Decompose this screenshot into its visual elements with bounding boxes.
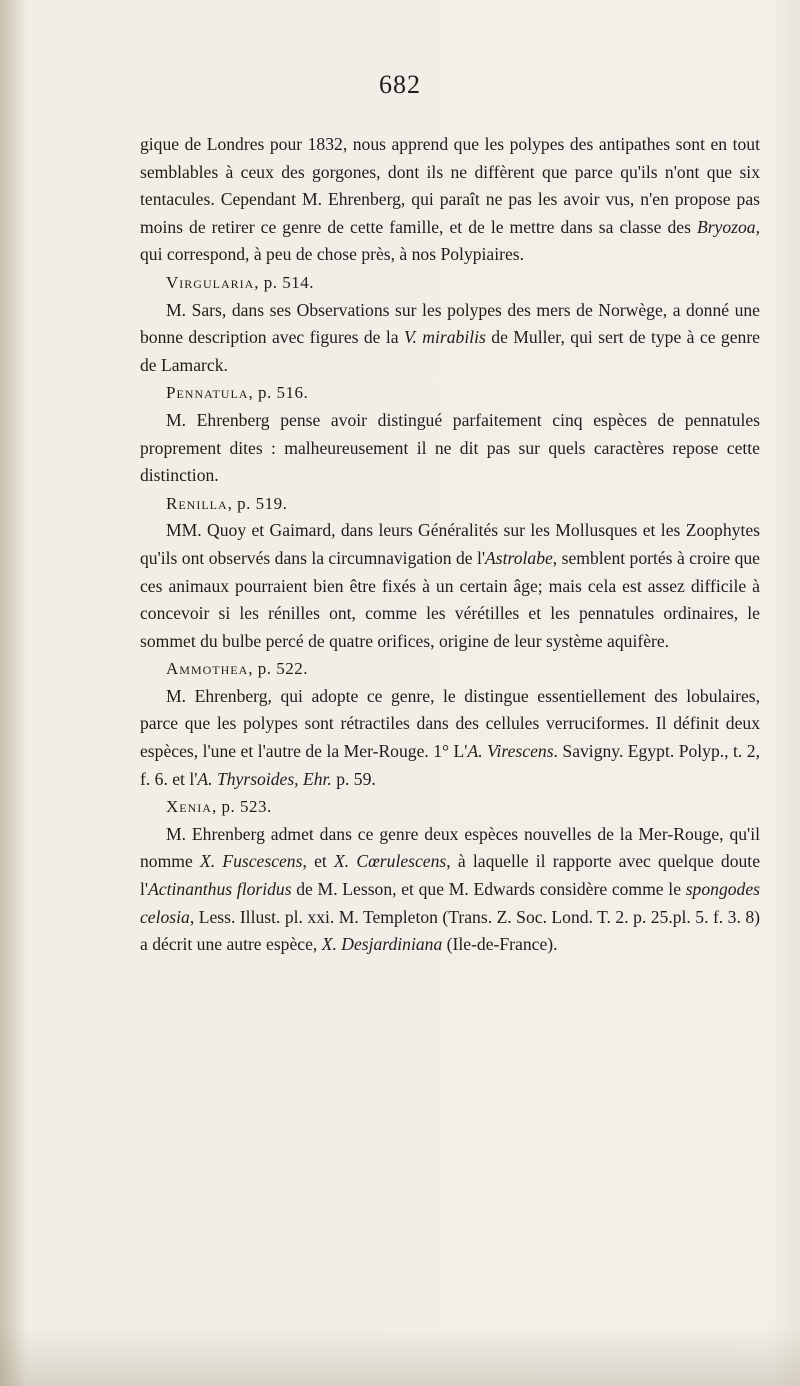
paragraph-text: gique de Londres pour 1832, nous apprend que les polypes des antipathes sont en tout semblables à ceux des gorgones, dont ils ne diffèrent que parce qu'ils n'ont que six tentacules. Cependant M. Ehrenberg, qui paraît ne pas les avoir vus, n'en propose pas moins de retirer ce genre de cette famille, et de le mettre dans sa classe des (140, 134, 760, 237)
genus-name: Virgularia (166, 272, 255, 292)
entry-heading-pennatula (140, 379, 760, 407)
paragraph-renilla (140, 517, 760, 655)
paragraph-virgularia (140, 297, 760, 380)
paragraph-text: , semblent portés à croire que ces animaux pourraient bien être fixés à un certain âge; mais cela est assez difficile à concevoir si les rénilles ont, comme les vérétilles et les pennatules ordinaires, le sommet du bulbe percé de quatre orifices, origine de leur système aquifère. (140, 547, 760, 651)
genus-name: Ammothea (166, 659, 249, 679)
entry-heading-renilla (140, 490, 760, 518)
body-text (140, 131, 760, 959)
paragraph-text: , qui correspond, à peu de chose près, à nos Polypiaires. (140, 216, 760, 265)
genus-name: Renilla (166, 493, 228, 513)
paragraph-text: p. 59. (331, 768, 376, 789)
taxon-name: A. Thyrsoides, Ehr. (197, 768, 332, 789)
paragraph-text: . Savigny. Egypt. Polyp., t. 2, f. 6. et l' (140, 741, 760, 789)
paragraph-text: , et (302, 851, 334, 872)
paragraph-pennatula (140, 407, 760, 490)
taxon-name: spongodes celosia (140, 879, 760, 927)
paragraph-text: , à laquelle il rapporte avec quelque doute l' (140, 851, 761, 900)
taxon-name: Actinanthus floridus (148, 879, 292, 900)
paragraph-text: M. Ehrenberg admet dans ce genre deux espèces nouvelles de la Mer-Rouge, qu'il nomme (140, 823, 760, 872)
paragraph-text: , Less. Illust. pl. xxi. M. Templeton (Trans. Z. Soc. Lond. T. 2. p. 25.pl. 5. f. 3. 8) a décrit une autre espèce, (140, 906, 760, 955)
taxon-name: X. Cœrulescens (333, 851, 447, 872)
paragraph-text: de M. Lesson, et que M. Edwards considère comme le (291, 879, 686, 900)
paragraph-text: (Ile-de-France). (442, 934, 558, 955)
paragraph-text: de Muller, qui sert de type à ce genre de Lamarck. (140, 327, 760, 375)
entry-heading-xenia (140, 793, 760, 821)
taxon-name: Bryozoa (696, 216, 756, 237)
paragraph-ammothea (140, 683, 760, 793)
genus-name: Pennatula (166, 383, 249, 403)
page-reference: , p. 519. (227, 493, 288, 513)
page-reference: , p. 514. (254, 272, 315, 292)
page-reference: , p. 516. (248, 383, 309, 403)
taxon-name: V. mirabilis (404, 327, 486, 348)
page-edge-shadow (0, 0, 26, 1386)
paragraph-text: M. Ehrenberg pense avoir distingué parfaitement cinq espèces de pennatules proprement dites : malheureusement il ne dit pas sur quels caractères repose cette distinction. (140, 409, 760, 486)
taxon-name: X. Desjardiniana (321, 934, 443, 955)
page-number: 682 (379, 70, 421, 99)
genus-name: Xenia (166, 797, 212, 817)
paragraph-text: M. Sars, dans ses Observations sur les polypes des mers de Norwège, a donné une bonne description avec figures de la (140, 299, 760, 348)
entry-heading-virgularia (140, 269, 760, 297)
paragraph-text: M. Ehrenberg, qui adopte ce genre, le distingue essentiellement des lobulaires, parce que les polypes sont rétractiles dans des cellules verruciformes. Il définit deux espèces, l'une et l'autre de la Mer-Rouge. 1° L' (140, 685, 760, 762)
ship-name: Astrolabe (485, 547, 553, 568)
entry-heading-ammothea (140, 655, 760, 683)
page-reference: , p. 522. (248, 659, 309, 679)
paragraph-xenia (140, 821, 760, 959)
page-bottom-shadow (0, 1326, 800, 1386)
paragraph-antipathes (140, 131, 760, 269)
page-reference: , p. 523. (211, 797, 272, 817)
taxon-name: A. Virescens (467, 741, 554, 762)
paragraph-text: MM. Quoy et Gaimard, dans leurs Généralités sur les Mollusques et les Zoophytes qu'ils ont observés dans la circumnavigation de l' (140, 520, 760, 568)
taxon-name: X. Fuscescens (199, 851, 303, 872)
